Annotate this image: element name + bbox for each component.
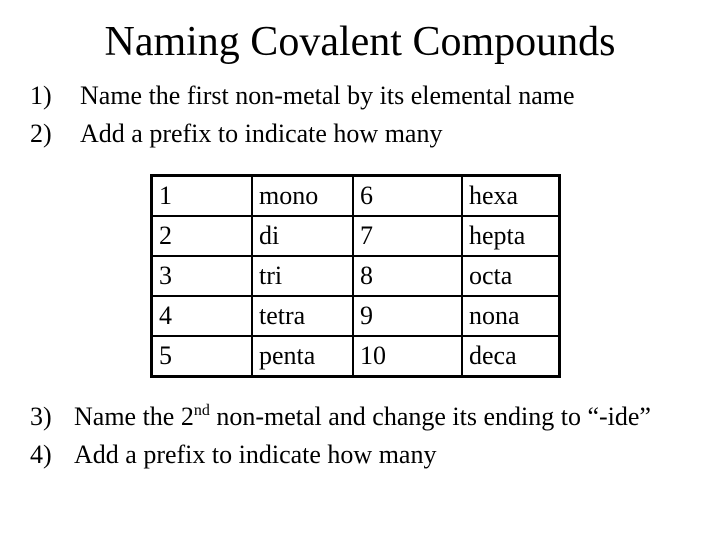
steps-list-top: [30, 77, 575, 153]
step-1: [30, 77, 575, 115]
step-number: 3): [30, 402, 52, 431]
prefix-cell: tri: [252, 256, 353, 296]
count-cell: 2: [152, 216, 253, 256]
step-number: 1): [30, 81, 52, 110]
step-text-before: Name the 2: [74, 402, 194, 431]
step-2: [30, 115, 575, 153]
step-3: [30, 398, 651, 436]
prefix-cell: deca: [462, 336, 560, 377]
page-title: Naming Covalent Compounds: [104, 19, 616, 65]
ordinal-superscript: nd: [193, 402, 210, 419]
step-number: 2): [30, 119, 52, 148]
count-cell: 7: [353, 216, 462, 256]
table-row: [152, 216, 560, 256]
count-cell: 6: [353, 176, 462, 217]
prefix-cell: hepta: [462, 216, 560, 256]
prefix-cell: nona: [462, 296, 560, 336]
count-cell: 9: [353, 296, 462, 336]
prefix-cell: octa: [462, 256, 560, 296]
table-row: [152, 256, 560, 296]
step-text: Add a prefix to indicate how many: [80, 119, 443, 148]
step-text-after: non-metal and change its ending to “-ide”: [209, 402, 651, 431]
prefix-cell: penta: [252, 336, 353, 377]
count-cell: 3: [152, 256, 253, 296]
count-cell: 4: [152, 296, 253, 336]
step-number: 4): [30, 440, 52, 469]
table-row: [152, 176, 560, 217]
table-row: [152, 336, 560, 377]
count-cell: 10: [353, 336, 462, 377]
prefix-table: [150, 174, 561, 378]
prefix-cell: tetra: [252, 296, 353, 336]
step-4: [30, 436, 651, 474]
prefix-cell: di: [252, 216, 353, 256]
step-text: Add a prefix to indicate how many: [74, 440, 437, 469]
prefix-cell: hexa: [462, 176, 560, 217]
step-text: Name the first non-metal by its elemental name: [80, 81, 575, 110]
count-cell: 1: [152, 176, 253, 217]
prefix-cell: mono: [252, 176, 353, 217]
count-cell: 8: [353, 256, 462, 296]
steps-list-bottom: [30, 398, 651, 474]
table-row: [152, 296, 560, 336]
count-cell: 5: [152, 336, 253, 377]
